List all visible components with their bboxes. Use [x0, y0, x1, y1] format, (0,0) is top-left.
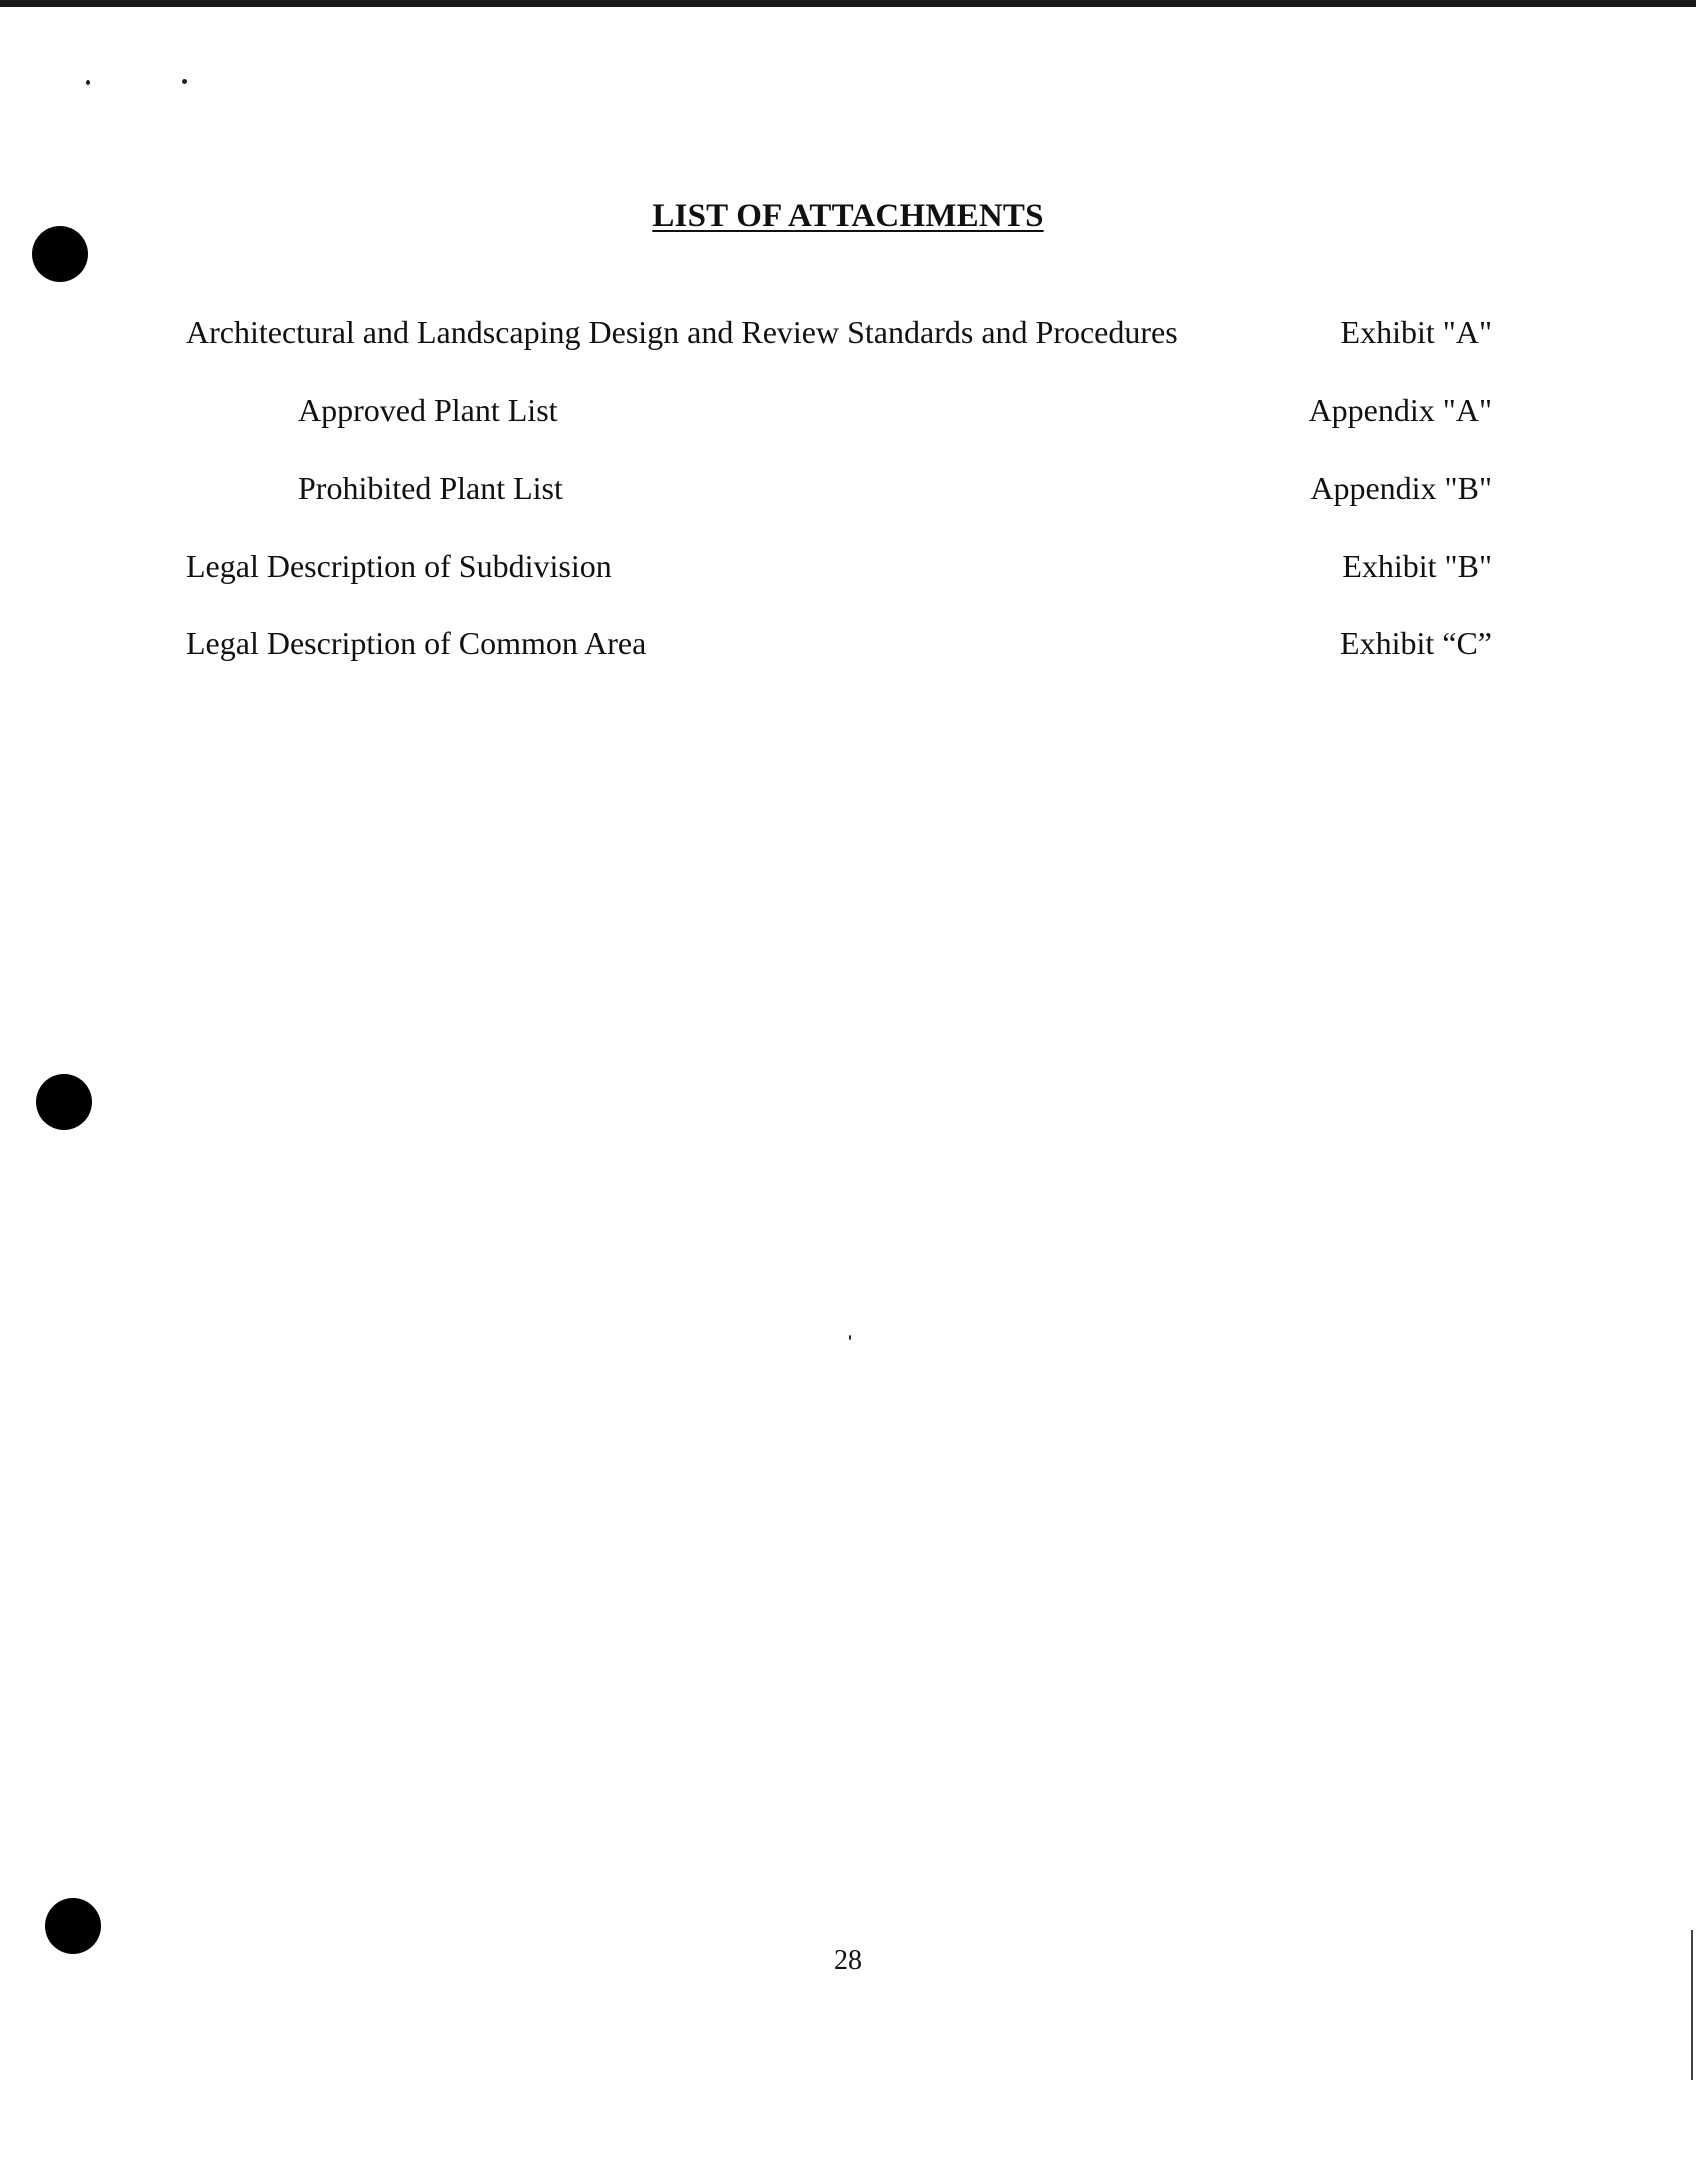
- attachment-reference: Exhibit "A": [1340, 314, 1492, 350]
- scan-speck: [182, 79, 187, 84]
- attachment-entry: [0, 625, 1696, 669]
- scan-speck: [849, 1335, 851, 1340]
- page-title: LIST OF ATTACHMENTS: [652, 198, 1044, 234]
- attachment-reference: Appendix "B": [1310, 470, 1492, 506]
- attachment-label: Architectural and Landscaping Design and Review Standards and Procedures: [186, 314, 1178, 350]
- scan-speck: [86, 80, 90, 85]
- attachment-reference: Exhibit “C”: [1340, 625, 1492, 661]
- attachment-entry: [0, 548, 1696, 592]
- attachment-entry: [0, 470, 1696, 514]
- attachment-reference: Appendix "A": [1308, 392, 1492, 428]
- attachment-label: Prohibited Plant List: [298, 470, 563, 506]
- attachment-entry: [0, 392, 1696, 436]
- attachment-reference: Exhibit "B": [1342, 548, 1492, 584]
- attachment-label: Legal Description of Subdivision: [186, 548, 612, 584]
- attachment-label: Approved Plant List: [298, 392, 558, 428]
- attachment-label: Legal Description of Common Area: [186, 625, 647, 661]
- attachment-entry: [0, 314, 1696, 358]
- page-number: 28: [834, 1945, 862, 1976]
- punch-hole-middle: [36, 1074, 92, 1130]
- scan-top-edge: [0, 0, 1696, 7]
